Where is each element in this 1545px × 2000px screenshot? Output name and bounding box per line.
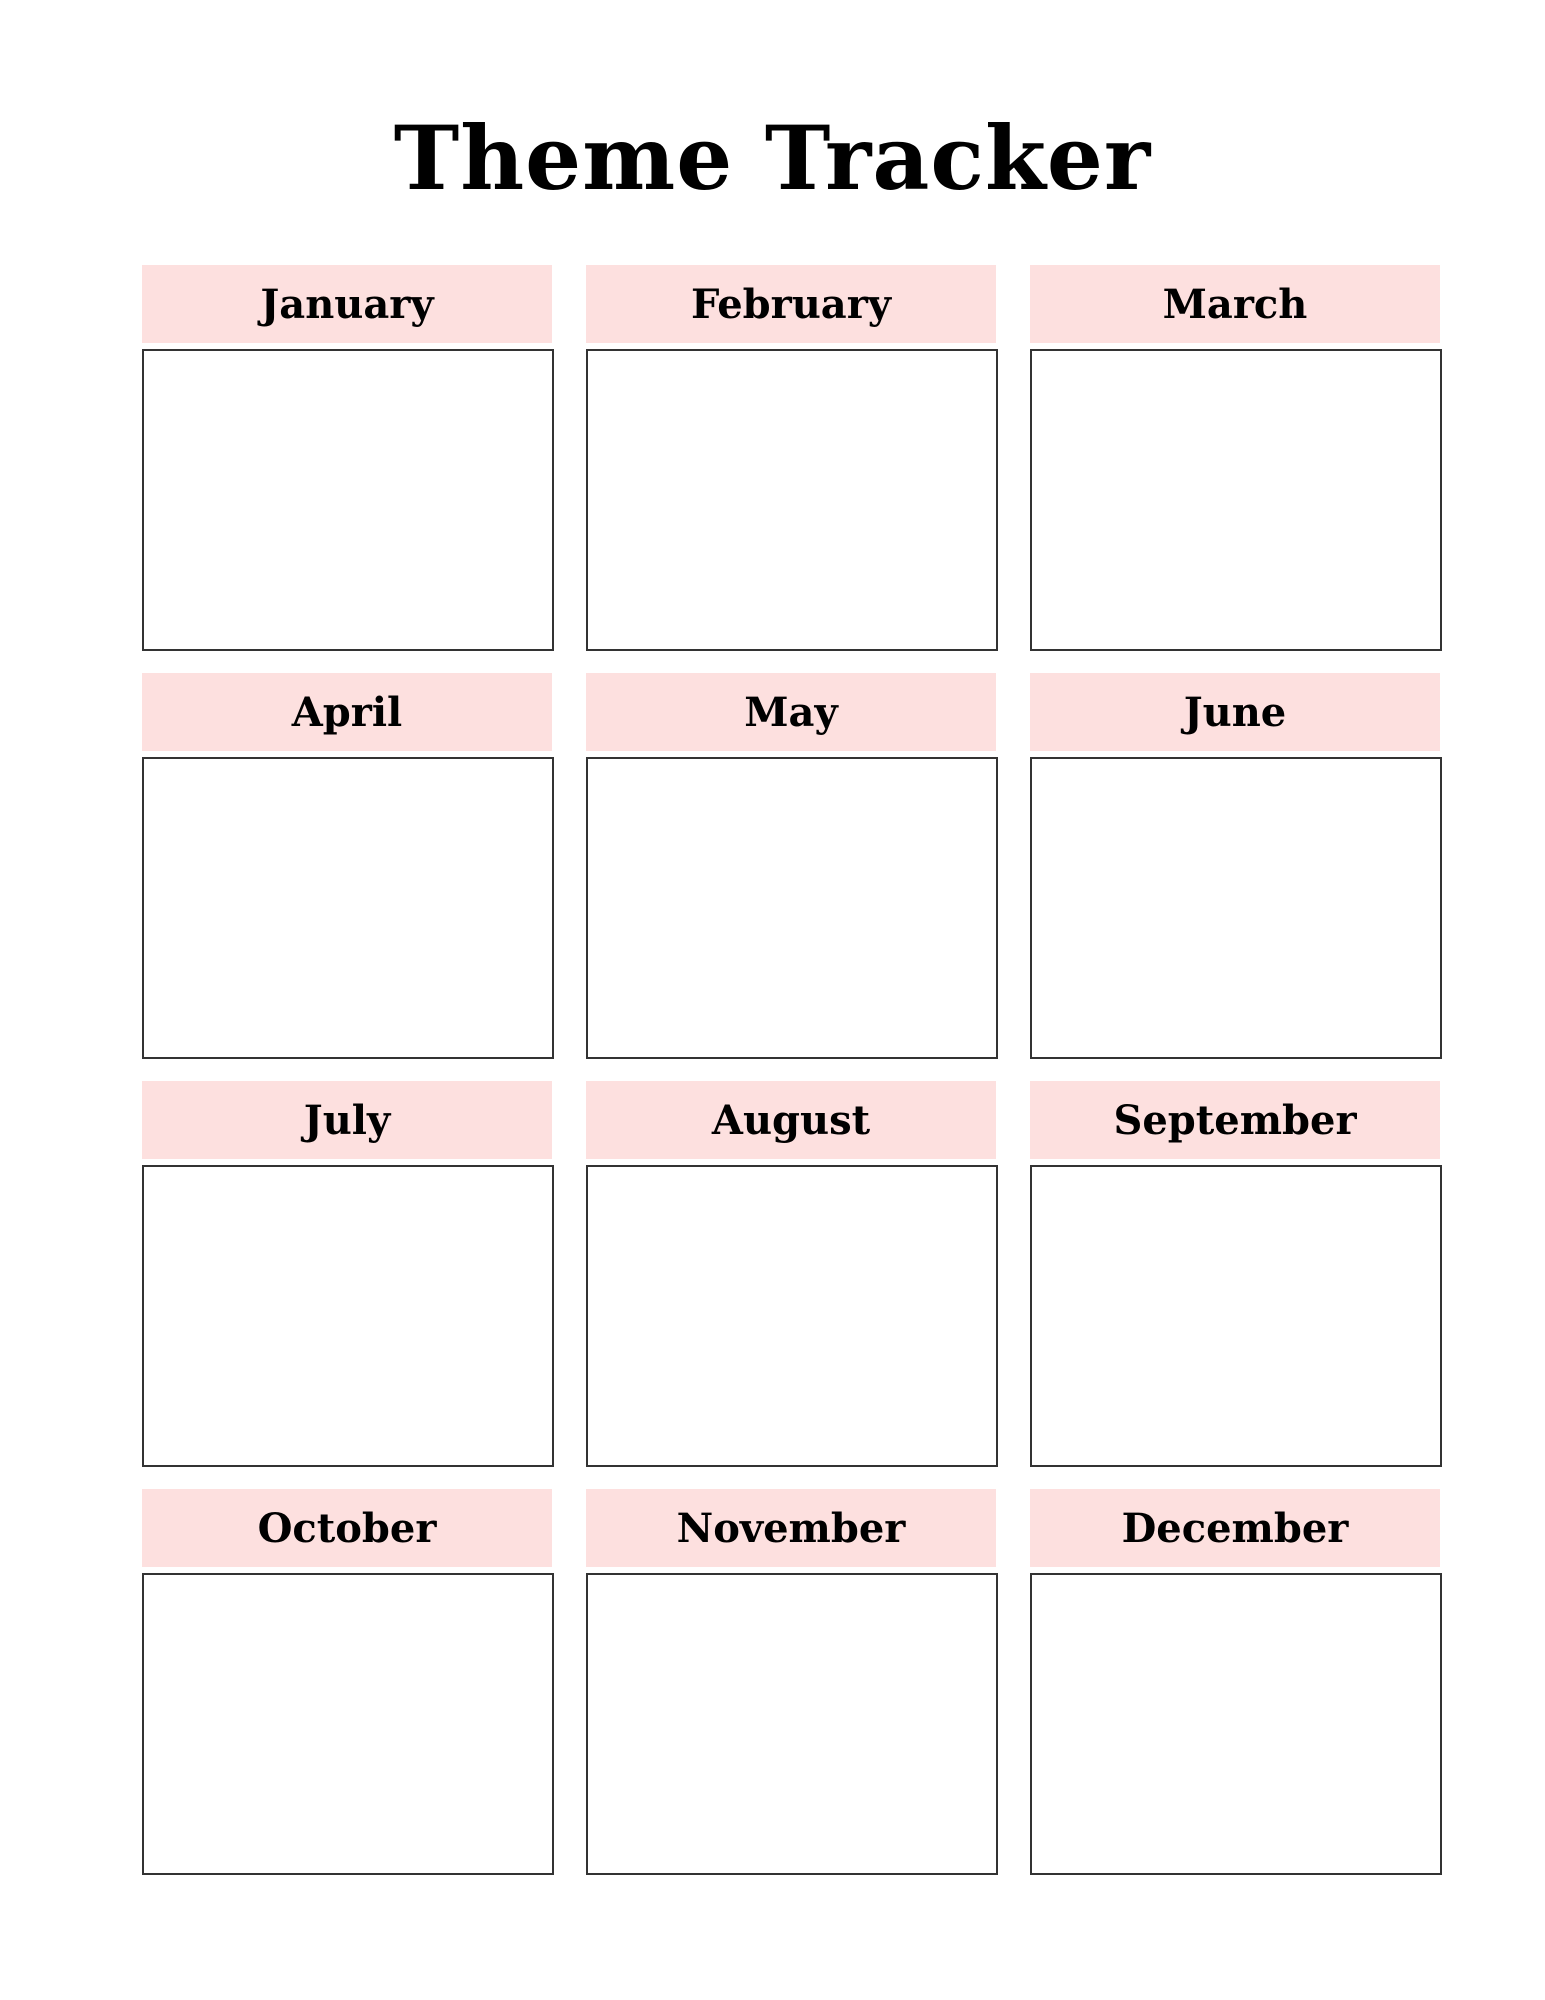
month-card-june <box>1030 673 1440 1059</box>
month-header: March <box>1030 265 1440 343</box>
month-card-september <box>1030 1081 1440 1467</box>
month-notes-box[interactable] <box>586 757 998 1059</box>
month-notes-box[interactable] <box>586 1573 998 1875</box>
month-header: July <box>142 1081 552 1159</box>
month-grid <box>142 265 1441 1875</box>
month-card-march <box>1030 265 1440 651</box>
month-notes-box[interactable] <box>586 1165 998 1467</box>
month-card-february <box>586 265 996 651</box>
month-header: June <box>1030 673 1440 751</box>
page-title: Theme Tracker <box>393 106 1152 210</box>
month-header: February <box>586 265 996 343</box>
month-header: October <box>142 1489 552 1567</box>
month-header: May <box>586 673 996 751</box>
month-card-november <box>586 1489 996 1875</box>
month-card-august <box>586 1081 996 1467</box>
month-notes-box[interactable] <box>1030 1165 1442 1467</box>
month-header: November <box>586 1489 996 1567</box>
month-notes-box[interactable] <box>586 349 998 651</box>
month-notes-box[interactable] <box>142 349 554 651</box>
month-card-october <box>142 1489 552 1875</box>
month-notes-box[interactable] <box>1030 1573 1442 1875</box>
month-notes-box[interactable] <box>142 1165 554 1467</box>
month-header: August <box>586 1081 996 1159</box>
month-notes-box[interactable] <box>1030 349 1442 651</box>
month-header: September <box>1030 1081 1440 1159</box>
month-card-may <box>586 673 996 1059</box>
month-header: December <box>1030 1489 1440 1567</box>
month-card-april <box>142 673 552 1059</box>
month-header: January <box>142 265 552 343</box>
month-card-july <box>142 1081 552 1467</box>
month-notes-box[interactable] <box>142 1573 554 1875</box>
month-header: April <box>142 673 552 751</box>
month-notes-box[interactable] <box>1030 757 1442 1059</box>
month-notes-box[interactable] <box>142 757 554 1059</box>
month-card-december <box>1030 1489 1440 1875</box>
month-card-january <box>142 265 552 651</box>
